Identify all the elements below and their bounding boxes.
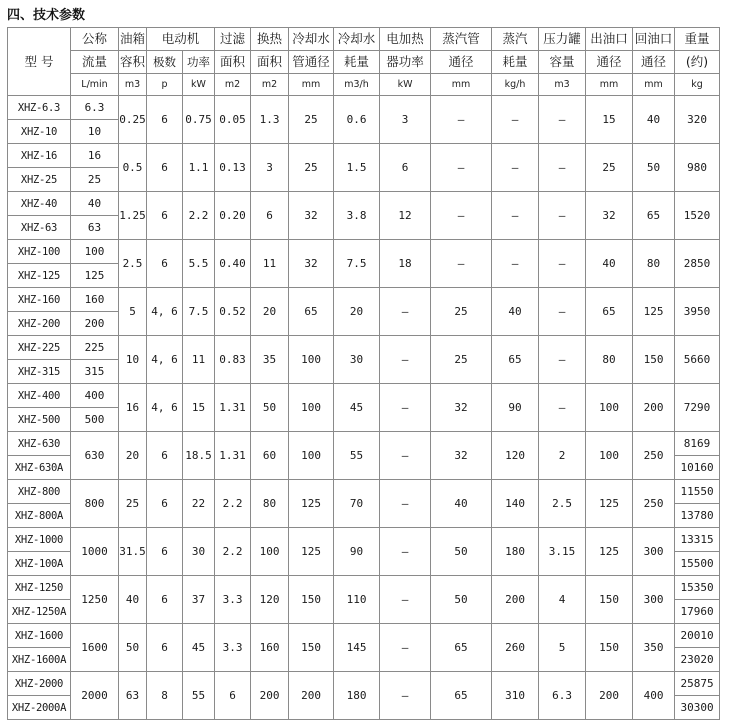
steampipe-cell: 32 (431, 384, 492, 432)
outlet-cell: 125 (586, 480, 633, 528)
model-cell: XHZ-1600A (8, 648, 71, 672)
steamuse-cell: 310 (492, 672, 539, 720)
table-row (8, 96, 720, 120)
table-row (8, 624, 720, 648)
cwpipe-cell: 150 (289, 624, 334, 672)
tankvol-cell: — (539, 288, 586, 336)
filter-cell: 2.2 (215, 528, 251, 576)
tankvol-cell: 2.5 (539, 480, 586, 528)
table-row (8, 384, 720, 408)
weight-cell: 15350 (675, 576, 720, 600)
header-cwuse-l2: 耗量 (334, 51, 380, 74)
tankvol-cell: 2 (539, 432, 586, 480)
return-cell: 200 (633, 384, 675, 432)
tank-cell: 16 (119, 384, 147, 432)
weight-cell: 7290 (675, 384, 720, 432)
return-cell: 250 (633, 480, 675, 528)
outlet-cell: 15 (586, 96, 633, 144)
tank-cell: 0.5 (119, 144, 147, 192)
poles-cell: 8 (147, 672, 183, 720)
flow-cell: 160 (71, 288, 119, 312)
heat-cell: 20 (251, 288, 289, 336)
model-cell: XHZ-2000A (8, 696, 71, 720)
power-cell: 1.1 (183, 144, 215, 192)
tankvol-cell: — (539, 384, 586, 432)
tank-cell: 20 (119, 432, 147, 480)
model-cell: XHZ-1250A (8, 600, 71, 624)
heat-cell: 3 (251, 144, 289, 192)
header-flow-unit: L/min (71, 74, 119, 96)
header-poles-unit: p (147, 74, 183, 96)
steampipe-cell: 32 (431, 432, 492, 480)
header-outlet-l1: 出油口 (586, 28, 633, 51)
power-cell: 11 (183, 336, 215, 384)
cwpipe-cell: 100 (289, 384, 334, 432)
flow-cell: 200 (71, 312, 119, 336)
cwuse-cell: 7.5 (334, 240, 380, 288)
model-cell: XHZ-1250 (8, 576, 71, 600)
header-tankvol-l2: 容量 (539, 51, 586, 74)
poles-cell: 6 (147, 96, 183, 144)
cwpipe-cell: 65 (289, 288, 334, 336)
poles-cell: 6 (147, 192, 183, 240)
power-cell: 18.5 (183, 432, 215, 480)
power-cell: 7.5 (183, 288, 215, 336)
steamuse-cell: 90 (492, 384, 539, 432)
header-return-l2: 通径 (633, 51, 675, 74)
cwpipe-cell: 125 (289, 528, 334, 576)
section-title: 四、技术参数 (7, 8, 86, 23)
cwuse-cell: 145 (334, 624, 380, 672)
table-row (8, 480, 720, 504)
weight-cell: 5660 (675, 336, 720, 384)
cwuse-cell: 3.8 (334, 192, 380, 240)
header-cwuse-unit: m3/h (334, 74, 380, 96)
table-row (8, 192, 720, 216)
flow-cell: 400 (71, 384, 119, 408)
cwuse-cell: 70 (334, 480, 380, 528)
poles-cell: 6 (147, 576, 183, 624)
flow-cell: 800 (71, 480, 119, 528)
tech-spec-table (7, 27, 720, 720)
model-cell: XHZ-100 (8, 240, 71, 264)
cwpipe-cell: 100 (289, 432, 334, 480)
weight-cell: 23020 (675, 648, 720, 672)
table-row (8, 288, 720, 312)
model-cell: XHZ-160 (8, 288, 71, 312)
model-cell: XHZ-125 (8, 264, 71, 288)
model-cell: XHZ-100A (8, 552, 71, 576)
power-cell: 2.2 (183, 192, 215, 240)
steamuse-cell: — (492, 144, 539, 192)
heat-cell: 160 (251, 624, 289, 672)
weight-cell: 2850 (675, 240, 720, 288)
return-cell: 350 (633, 624, 675, 672)
steamuse-cell: — (492, 240, 539, 288)
outlet-cell: 32 (586, 192, 633, 240)
eheat-cell: — (380, 384, 431, 432)
steamuse-cell: 140 (492, 480, 539, 528)
poles-cell: 6 (147, 432, 183, 480)
model-cell: XHZ-40 (8, 192, 71, 216)
header-filter-l2: 面积 (215, 51, 251, 74)
return-cell: 250 (633, 432, 675, 480)
flow-cell: 2000 (71, 672, 119, 720)
model-cell: XHZ-315 (8, 360, 71, 384)
weight-cell: 20010 (675, 624, 720, 648)
tankvol-cell: — (539, 144, 586, 192)
steamuse-cell: 260 (492, 624, 539, 672)
power-cell: 15 (183, 384, 215, 432)
eheat-cell: 18 (380, 240, 431, 288)
header-weight-l1: 重量 (675, 28, 720, 51)
heat-cell: 11 (251, 240, 289, 288)
model-cell: XHZ-800 (8, 480, 71, 504)
outlet-cell: 65 (586, 288, 633, 336)
outlet-cell: 150 (586, 576, 633, 624)
outlet-cell: 200 (586, 672, 633, 720)
cwpipe-cell: 32 (289, 240, 334, 288)
steampipe-cell: — (431, 96, 492, 144)
return-cell: 65 (633, 192, 675, 240)
cwuse-cell: 45 (334, 384, 380, 432)
weight-cell: 980 (675, 144, 720, 192)
power-cell: 30 (183, 528, 215, 576)
tank-cell: 10 (119, 336, 147, 384)
steamuse-cell: 180 (492, 528, 539, 576)
poles-cell: 6 (147, 144, 183, 192)
model-cell: XHZ-500 (8, 408, 71, 432)
power-cell: 0.75 (183, 96, 215, 144)
steampipe-cell: 65 (431, 672, 492, 720)
header-cwpipe-l1: 冷却水 (289, 28, 334, 51)
filter-cell: 1.31 (215, 384, 251, 432)
steamuse-cell: 40 (492, 288, 539, 336)
filter-cell: 0.05 (215, 96, 251, 144)
header-steampipe-unit: mm (431, 74, 492, 96)
tankvol-cell: 4 (539, 576, 586, 624)
weight-cell: 10160 (675, 456, 720, 480)
header-outlet-unit: mm (586, 74, 633, 96)
return-cell: 50 (633, 144, 675, 192)
model-cell: XHZ-10 (8, 120, 71, 144)
steampipe-cell: 50 (431, 576, 492, 624)
filter-cell: 0.40 (215, 240, 251, 288)
header-model: 型 号 (8, 28, 71, 96)
flow-cell: 225 (71, 336, 119, 360)
header-return-l1: 回油口 (633, 28, 675, 51)
table-row (8, 240, 720, 264)
tankvol-cell: 5 (539, 624, 586, 672)
eheat-cell: — (380, 432, 431, 480)
cwpipe-cell: 125 (289, 480, 334, 528)
heat-cell: 80 (251, 480, 289, 528)
model-cell: XHZ-630 (8, 432, 71, 456)
steampipe-cell: 25 (431, 288, 492, 336)
outlet-cell: 40 (586, 240, 633, 288)
header-weight-l2: (约) (675, 51, 720, 74)
table-row (8, 144, 720, 168)
heat-cell: 200 (251, 672, 289, 720)
header-heat-l1: 换热 (251, 28, 289, 51)
eheat-cell: — (380, 672, 431, 720)
heat-cell: 6 (251, 192, 289, 240)
cwpipe-cell: 150 (289, 576, 334, 624)
filter-cell: 0.52 (215, 288, 251, 336)
model-cell: XHZ-1000 (8, 528, 71, 552)
header-tankvol-l1: 压力罐 (539, 28, 586, 51)
flow-cell: 1600 (71, 624, 119, 672)
return-cell: 400 (633, 672, 675, 720)
flow-cell: 10 (71, 120, 119, 144)
model-cell: XHZ-16 (8, 144, 71, 168)
cwpipe-cell: 25 (289, 144, 334, 192)
header-eheat-unit: kW (380, 74, 431, 96)
header-eheat-l2: 器功率 (380, 51, 431, 74)
eheat-cell: — (380, 528, 431, 576)
eheat-cell: — (380, 576, 431, 624)
steampipe-cell: 65 (431, 624, 492, 672)
weight-cell: 320 (675, 96, 720, 144)
tank-cell: 2.5 (119, 240, 147, 288)
outlet-cell: 100 (586, 384, 633, 432)
header-flow-l1: 公称 (71, 28, 119, 51)
filter-cell: 0.13 (215, 144, 251, 192)
poles-cell: 6 (147, 624, 183, 672)
filter-cell: 3.3 (215, 576, 251, 624)
table-row (8, 336, 720, 360)
table-row (8, 576, 720, 600)
steamuse-cell: — (492, 96, 539, 144)
outlet-cell: 80 (586, 336, 633, 384)
header-poles: 极数 (147, 51, 183, 74)
header-tank-l2: 容积 (119, 51, 147, 74)
steampipe-cell: — (431, 192, 492, 240)
power-cell: 5.5 (183, 240, 215, 288)
weight-cell: 25875 (675, 672, 720, 696)
flow-cell: 630 (71, 432, 119, 480)
tankvol-cell: — (539, 336, 586, 384)
filter-cell: 1.31 (215, 432, 251, 480)
steamuse-cell: 200 (492, 576, 539, 624)
power-cell: 55 (183, 672, 215, 720)
header-tank-unit: m3 (119, 74, 147, 96)
header-cwpipe-unit: mm (289, 74, 334, 96)
return-cell: 300 (633, 528, 675, 576)
weight-cell: 17960 (675, 600, 720, 624)
header-eheat-l1: 电加热 (380, 28, 431, 51)
power-cell: 22 (183, 480, 215, 528)
flow-cell: 63 (71, 216, 119, 240)
outlet-cell: 25 (586, 144, 633, 192)
eheat-cell: — (380, 336, 431, 384)
header-steampipe-l2: 通径 (431, 51, 492, 74)
model-cell: XHZ-400 (8, 384, 71, 408)
header-steamuse-unit: kg/h (492, 74, 539, 96)
tank-cell: 1.25 (119, 192, 147, 240)
poles-cell: 4, 6 (147, 288, 183, 336)
tank-cell: 0.25 (119, 96, 147, 144)
flow-cell: 6.3 (71, 96, 119, 120)
cwpipe-cell: 200 (289, 672, 334, 720)
eheat-cell: — (380, 288, 431, 336)
header-power: 功率 (183, 51, 215, 74)
flow-cell: 500 (71, 408, 119, 432)
power-cell: 45 (183, 624, 215, 672)
header-outlet-l2: 通径 (586, 51, 633, 74)
weight-cell: 13315 (675, 528, 720, 552)
cwpipe-cell: 25 (289, 96, 334, 144)
return-cell: 40 (633, 96, 675, 144)
header-weight-unit: kg (675, 74, 720, 96)
tankvol-cell: — (539, 96, 586, 144)
eheat-cell: 12 (380, 192, 431, 240)
filter-cell: 2.2 (215, 480, 251, 528)
header-steampipe-l1: 蒸汽管 (431, 28, 492, 51)
tankvol-cell: 3.15 (539, 528, 586, 576)
weight-cell: 1520 (675, 192, 720, 240)
power-cell: 37 (183, 576, 215, 624)
cwuse-cell: 90 (334, 528, 380, 576)
cwpipe-cell: 32 (289, 192, 334, 240)
flow-cell: 315 (71, 360, 119, 384)
poles-cell: 6 (147, 528, 183, 576)
eheat-cell: — (380, 624, 431, 672)
tank-cell: 50 (119, 624, 147, 672)
filter-cell: 3.3 (215, 624, 251, 672)
cwuse-cell: 30 (334, 336, 380, 384)
header-cwpipe-l2: 管通径 (289, 51, 334, 74)
model-cell: XHZ-225 (8, 336, 71, 360)
flow-cell: 125 (71, 264, 119, 288)
heat-cell: 50 (251, 384, 289, 432)
tank-cell: 31.5 (119, 528, 147, 576)
weight-cell: 11550 (675, 480, 720, 504)
header-steamuse-l1: 蒸汽 (492, 28, 539, 51)
model-cell: XHZ-63 (8, 216, 71, 240)
flow-cell: 16 (71, 144, 119, 168)
heat-cell: 120 (251, 576, 289, 624)
cwpipe-cell: 100 (289, 336, 334, 384)
model-cell: XHZ-25 (8, 168, 71, 192)
steampipe-cell: — (431, 240, 492, 288)
model-cell: XHZ-1600 (8, 624, 71, 648)
heat-cell: 100 (251, 528, 289, 576)
model-cell: XHZ-2000 (8, 672, 71, 696)
weight-cell: 13780 (675, 504, 720, 528)
cwuse-cell: 1.5 (334, 144, 380, 192)
tankvol-cell: 6.3 (539, 672, 586, 720)
eheat-cell: 3 (380, 96, 431, 144)
flow-cell: 1000 (71, 528, 119, 576)
tank-cell: 5 (119, 288, 147, 336)
filter-cell: 6 (215, 672, 251, 720)
model-cell: XHZ-800A (8, 504, 71, 528)
header-heat-l2: 面积 (251, 51, 289, 74)
header-motor: 电动机 (147, 28, 215, 51)
header-heat-unit: m2 (251, 74, 289, 96)
table-row (8, 432, 720, 456)
steampipe-cell: — (431, 144, 492, 192)
outlet-cell: 150 (586, 624, 633, 672)
eheat-cell: 6 (380, 144, 431, 192)
tank-cell: 63 (119, 672, 147, 720)
header-return-unit: mm (633, 74, 675, 96)
steampipe-cell: 40 (431, 480, 492, 528)
cwuse-cell: 20 (334, 288, 380, 336)
weight-cell: 15500 (675, 552, 720, 576)
weight-cell: 3950 (675, 288, 720, 336)
steampipe-cell: 50 (431, 528, 492, 576)
return-cell: 80 (633, 240, 675, 288)
table-row (8, 672, 720, 696)
cwuse-cell: 0.6 (334, 96, 380, 144)
model-cell: XHZ-630A (8, 456, 71, 480)
model-cell: XHZ-200 (8, 312, 71, 336)
cwuse-cell: 110 (334, 576, 380, 624)
heat-cell: 60 (251, 432, 289, 480)
poles-cell: 6 (147, 480, 183, 528)
steamuse-cell: 65 (492, 336, 539, 384)
steamuse-cell: 120 (492, 432, 539, 480)
header-filter-l1: 过滤 (215, 28, 251, 51)
header-steamuse-l2: 耗量 (492, 51, 539, 74)
header-tank-l1: 油箱 (119, 28, 147, 51)
outlet-cell: 100 (586, 432, 633, 480)
flow-cell: 100 (71, 240, 119, 264)
tankvol-cell: — (539, 240, 586, 288)
poles-cell: 6 (147, 240, 183, 288)
tank-cell: 25 (119, 480, 147, 528)
header-cwuse-l1: 冷却水 (334, 28, 380, 51)
header-tankvol-unit: m3 (539, 74, 586, 96)
poles-cell: 4, 6 (147, 384, 183, 432)
flow-cell: 25 (71, 168, 119, 192)
poles-cell: 4, 6 (147, 336, 183, 384)
cwuse-cell: 55 (334, 432, 380, 480)
return-cell: 150 (633, 336, 675, 384)
header-filter-unit: m2 (215, 74, 251, 96)
header-power-unit: kW (183, 74, 215, 96)
tankvol-cell: — (539, 192, 586, 240)
heat-cell: 1.3 (251, 96, 289, 144)
flow-cell: 1250 (71, 576, 119, 624)
flow-cell: 40 (71, 192, 119, 216)
return-cell: 125 (633, 288, 675, 336)
model-cell: XHZ-6.3 (8, 96, 71, 120)
steampipe-cell: 25 (431, 336, 492, 384)
steamuse-cell: — (492, 192, 539, 240)
weight-cell: 30300 (675, 696, 720, 720)
outlet-cell: 125 (586, 528, 633, 576)
header-flow-l2: 流量 (71, 51, 119, 74)
cwuse-cell: 180 (334, 672, 380, 720)
heat-cell: 35 (251, 336, 289, 384)
tank-cell: 40 (119, 576, 147, 624)
table-row (8, 528, 720, 552)
eheat-cell: — (380, 480, 431, 528)
filter-cell: 0.20 (215, 192, 251, 240)
return-cell: 300 (633, 576, 675, 624)
filter-cell: 0.83 (215, 336, 251, 384)
weight-cell: 8169 (675, 432, 720, 456)
